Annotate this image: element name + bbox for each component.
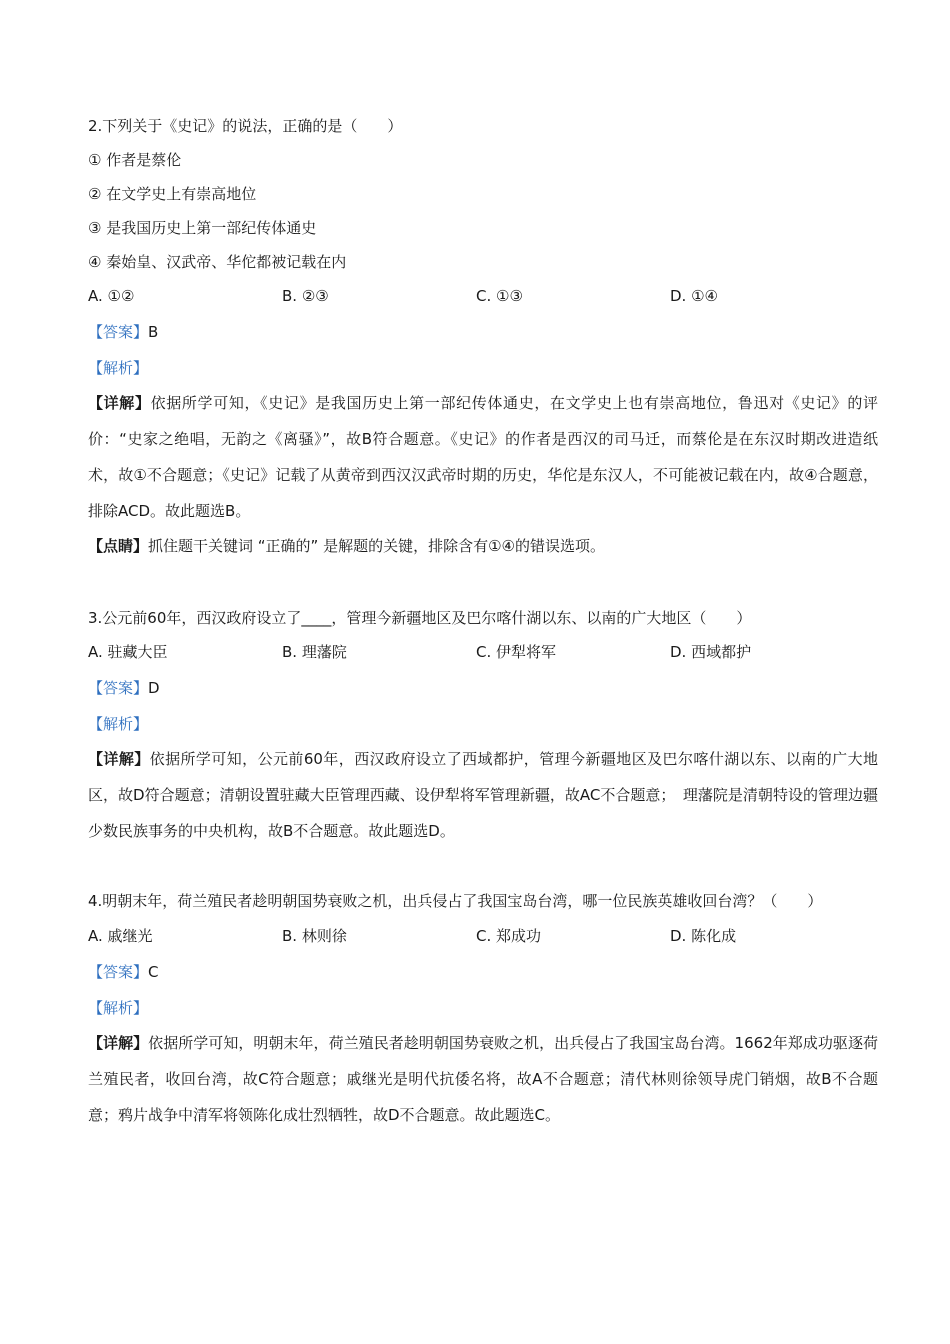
- detail-tag: 【详解】: [88, 750, 150, 768]
- detail-paragraph: [88, 741, 878, 849]
- question-3: [88, 601, 878, 849]
- analysis-line: [88, 991, 878, 1025]
- statement-item: ① 作者是蔡伦: [88, 151, 182, 169]
- statement-item: ② 在文学史上有崇高地位: [88, 185, 257, 203]
- question-2: [88, 109, 878, 563]
- detail-tag: 【详解】: [88, 1034, 149, 1052]
- detail-text: 依据所学可知，公元前60年，西汉政府设立了西域都护，管理今新疆地区及巴尔喀什湖以东、以南的广大地区，故D符合题意；清朝设置驻藏大臣管理西藏、设伊犁将军管理新疆，故AC不合题意； 理藩院是清朝特设的管理边疆少数民族事务的中央机构，故B不合题意。故此题选D。: [88, 750, 878, 840]
- analysis-line: [88, 351, 878, 385]
- option-c: C. 伊犁将军: [476, 643, 557, 661]
- option-d: D. 陈化成: [670, 927, 737, 945]
- option-a: A. 戚继光: [88, 927, 153, 945]
- answer-options: [88, 635, 878, 669]
- answer-options: [88, 919, 878, 953]
- analysis-tag: 【解析】: [88, 999, 149, 1017]
- detail-text: 依据所学可知，明朝末年，荷兰殖民者趁明朝国势衰败之机，出兵侵占了我国宝岛台湾。1662年郑成功驱逐荷兰殖民者，收回台湾，故C符合题意；戚继光是明代抗倭名将，故A不合题意；清代林则徐领导虎门销烟，故B不合题意；鸦片战争中清军将领陈化成壮烈牺牲，故D不合题意。故此题选C。: [88, 1034, 878, 1124]
- statement-item: ③ 是我国历史上第一部纪传体通史: [88, 219, 317, 237]
- option-c: C. ①③: [476, 287, 523, 305]
- statement-item: ④ 秦始皇、汉武帝、华佗都被记载在内: [88, 253, 347, 271]
- option-d: D. 西域都护: [670, 643, 752, 661]
- option-d: D. ①④: [670, 287, 718, 305]
- question-stem: 3.公元前60年，西汉政府设立了____，管理今新疆地区及巴尔喀什湖以东、以南的广大地区（ ）: [88, 609, 752, 627]
- option-b: B. ②③: [282, 287, 329, 305]
- option-c: C. 郑成功: [476, 927, 542, 945]
- detail-text: 依据所学可知，《史记》是我国历史上第一部纪传体通史，在文学史上也有崇高地位，鲁迅对《史记》的评价：“史家之绝唱，无韵之《离骚》”，故B符合题意。《史记》的作者是西汉的司马迁，而蔡伦是在东汉时期改进造纸术，故①不合题意；《史记》记载了从黄帝到西汉汉武帝时期的历史，华佗是东汉人，不可能被记载在内，故④合题意，排除ACD。故此题选B。: [88, 394, 878, 520]
- analysis-line: [88, 707, 878, 741]
- tip-tag: 【点睛】: [88, 537, 149, 555]
- detail-paragraph: [88, 385, 878, 529]
- question-4: [88, 883, 878, 1133]
- answer-tag: 【答案】: [88, 679, 149, 697]
- question-stem: 4.明朝末年，荷兰殖民者趁明朝国势衰败之机，出兵侵占了我国宝岛台湾，哪一位民族英雄收回台湾？（ ）: [88, 892, 823, 910]
- answer-value: C: [148, 963, 159, 981]
- answer-line: [88, 315, 878, 349]
- option-a: A. ①②: [88, 287, 135, 305]
- tip-line: [88, 529, 878, 563]
- answer-line: [88, 955, 878, 989]
- analysis-tag: 【解析】: [88, 359, 149, 377]
- option-a: A. 驻藏大臣: [88, 643, 168, 661]
- analysis-tag: 【解析】: [88, 715, 149, 733]
- detail-paragraph: [88, 1025, 878, 1133]
- answer-line: [88, 671, 878, 705]
- answer-value: B: [148, 323, 159, 341]
- answer-tag: 【答案】: [88, 963, 149, 981]
- detail-tag: 【详解】: [88, 394, 151, 412]
- answer-tag: 【答案】: [88, 323, 149, 341]
- answer-options: [88, 279, 878, 313]
- tip-text: 抓住题干关键词 “正确的” 是解题的关键，排除含有①④的错误选项。: [148, 537, 605, 555]
- answer-value: D: [148, 679, 160, 697]
- option-b: B. 林则徐: [282, 927, 347, 945]
- option-b: B. 理藩院: [282, 643, 347, 661]
- question-stem: 2.下列关于《史记》的说法，正确的是（ ）: [88, 117, 403, 135]
